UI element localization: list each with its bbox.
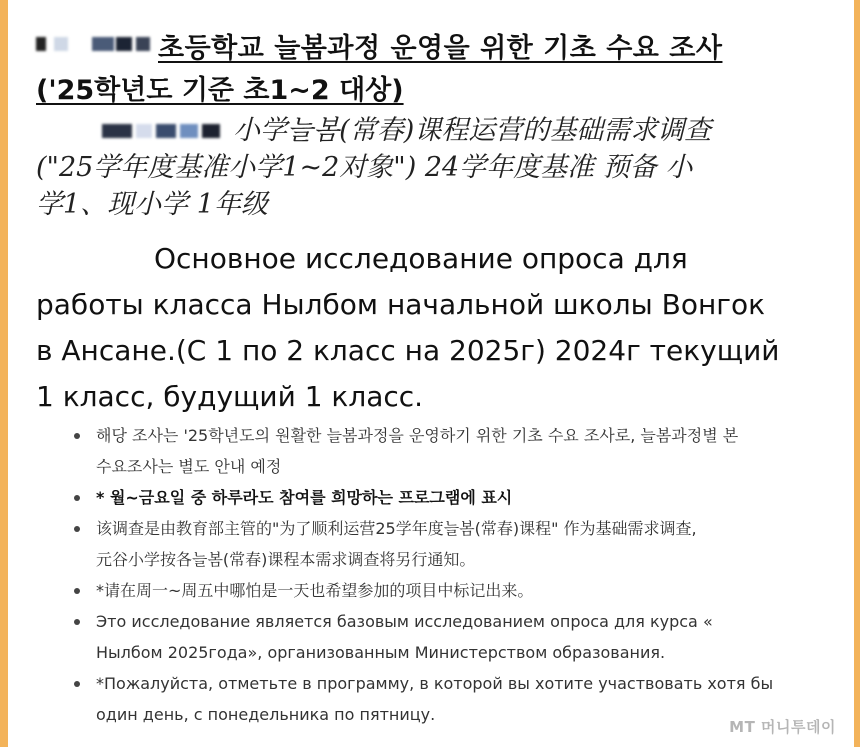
russian-translation-line3: в Ансане.(С 1 по 2 класс на 2025г) 2024г текущий bbox=[36, 334, 780, 367]
note-line: 해당 조사는 '25학년도의 원활한 늘봄과정을 운영하기 위한 기초 수요 조사로, 늘봄과정별 본 bbox=[96, 426, 739, 445]
survey-notes-list bbox=[68, 420, 848, 730]
chinese-translation-line2: ("25学年度基准小学1~2对象") 24学年度基准 预备 小 bbox=[36, 152, 693, 183]
note-item bbox=[68, 513, 848, 575]
note-line: *请在周一~周五中哪怕是一天也希望参加的项目中标记出来。 bbox=[96, 581, 534, 600]
left-frame-border bbox=[0, 0, 8, 747]
chinese-translation bbox=[36, 112, 846, 223]
chinese-translation-line3: 学1、现小学 1年级 bbox=[36, 189, 268, 220]
note-line: 该调查是由教育部主管的"为了顺利运营25学年度늘봄(常春)课程" 作为基础需求调查, bbox=[96, 519, 697, 538]
note-item bbox=[68, 575, 848, 606]
document-page bbox=[8, 0, 854, 747]
news-watermark: MT 머니투데이 bbox=[729, 718, 836, 736]
korean-title-line1: 초등학교 늘봄과정 운영을 위한 기초 수요 조사 bbox=[158, 33, 723, 64]
korean-title-line2: ('25학년도 기준 초1~2 대상) bbox=[36, 75, 404, 106]
note-item bbox=[68, 606, 848, 668]
note-line: Нылбом 2025года», организованным Министерством образования. bbox=[96, 643, 666, 662]
note-item-emphasis bbox=[68, 482, 848, 513]
note-line: 수요조사는 별도 안내 예정 bbox=[96, 457, 282, 476]
russian-translation-line2: работы класса Нылбом начальной школы Вонгок bbox=[36, 288, 766, 321]
chinese-translation-line1: 小学늘봄(常春)课程运营的基础需求调查 bbox=[233, 115, 712, 146]
note-line: 元谷小学按各늘봄(常春)课程本需求调查将另行通知。 bbox=[96, 550, 476, 569]
note-item bbox=[68, 420, 848, 482]
redacted-school-name bbox=[36, 37, 156, 51]
russian-translation bbox=[36, 236, 856, 420]
russian-translation-line4: 1 класс, будущий 1 класс. bbox=[36, 380, 424, 413]
russian-translation-line1: Основное исследование опроса для bbox=[154, 242, 688, 275]
note-line: один день, с понедельника по пятницу. bbox=[96, 705, 436, 724]
note-line: * 월~금요일 중 하루라도 참여를 희망하는 프로그램에 표시 bbox=[96, 488, 513, 507]
note-line: Это исследование является базовым исследованием опроса для курса « bbox=[96, 612, 713, 631]
note-line: *Пожалуйста, отметьте в программу, в которой вы хотите участвовать хотя бы bbox=[96, 674, 774, 693]
